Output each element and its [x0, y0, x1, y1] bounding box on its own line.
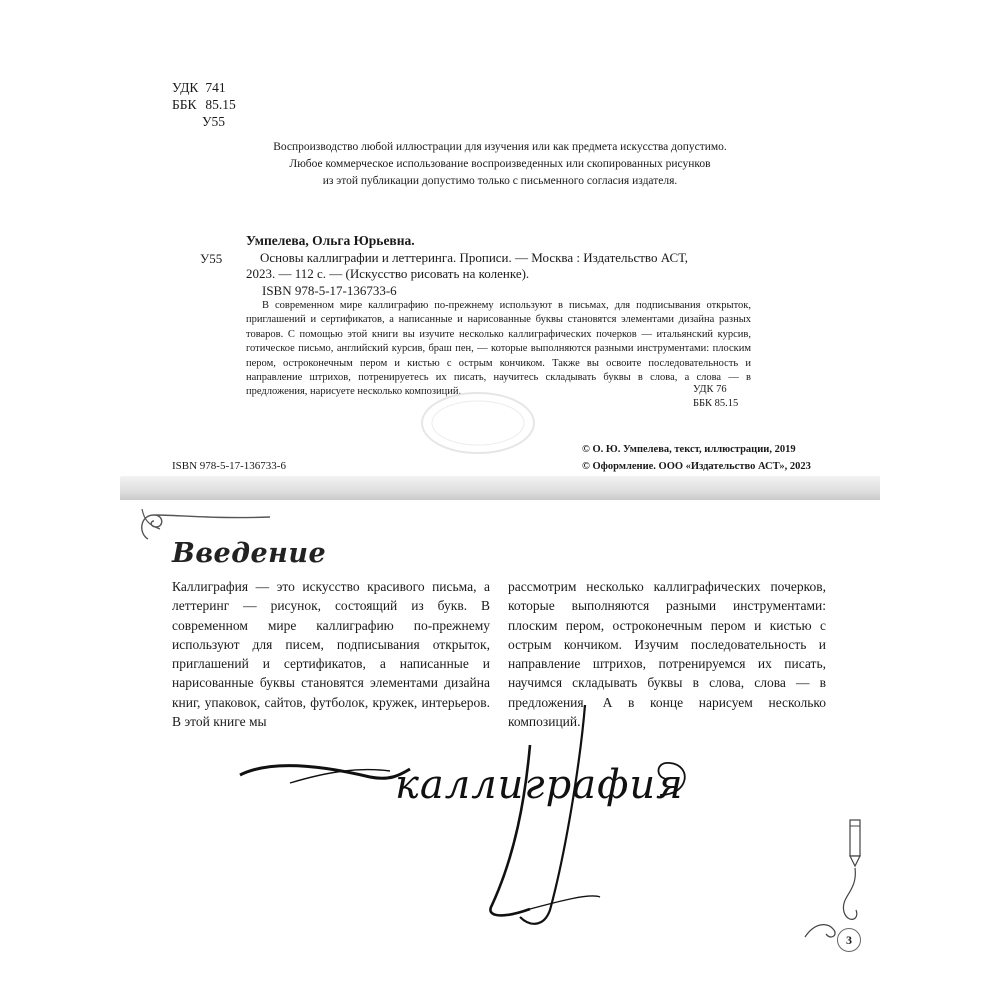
calligraphy-word: каллиграфия [395, 762, 684, 808]
bibliographic-record [246, 250, 751, 282]
intro-text-left: Каллиграфия — это искусство красивого письма, а леттеринг — рисунок, состоящий из букв. В современном мире каллиграфию по-прежнему используют для писем, подписывания открыток, приглашений и сертификатов, а написанные и нарисованные буквы становятся элементами дизайна книг, упаковок, сайтов, футболок, кружек, интерьеров. В этой книге мы [172, 579, 490, 730]
page-number: 3 [837, 928, 861, 952]
biblio-line: Основы каллиграфии и леттеринга. Прописи. — Москва : Издательство АСТ, [260, 250, 689, 265]
author-name: Умпелева, Ольга Юрьевна. [246, 233, 415, 248]
bbk-row [172, 96, 236, 113]
biblio-line: 2023. — 112 с. — (Искусство рисовать на коленке). [246, 266, 530, 281]
isbn-main: ISBN 978-5-17-136733-6 [262, 283, 397, 298]
udk-row [172, 79, 236, 96]
copyright-line: © О. Ю. Умпелева, текст, иллюстрации, 2019 [582, 444, 796, 455]
notice-line: Воспроизводство любой иллюстрации для изучения или как предмета искусства допустимо. [273, 141, 727, 153]
swirl-decoration-icon [805, 925, 835, 937]
stamp-ghost-icon [418, 388, 538, 458]
udk-block [172, 79, 236, 130]
calligraphy-flourish-icon [230, 705, 710, 935]
udk-value: 741 [205, 80, 226, 95]
copyright-line: © Оформление. ООО «Издательство АСТ», 2023 [582, 461, 811, 472]
author-code: У55 [202, 114, 226, 129]
notice-line: из этой публикации допустимо только с письменного согласия издателя. [322, 175, 678, 187]
udk-secondary [693, 383, 738, 412]
section-heading: Введение [172, 538, 327, 569]
intro-text-right: рассмотрим несколько каллиграфических почерков, которые выполняются разными инструментами: плоским пером, остроконечным пером и кистью с острым кончиком. Изучим последовательность и направление штрихов, потренируемся их писать, научимся складывать буквы в слова, слова — в предложения. А в конце нарисуем несколько композиций. [508, 579, 826, 730]
side-code: У55 [200, 251, 223, 266]
copyright-lines [582, 441, 811, 475]
udk-key: УДК [172, 80, 199, 95]
pencil-icon [800, 812, 870, 942]
copyright-notice [200, 139, 800, 190]
udk2-line: УДК 76 [693, 384, 727, 395]
bbk-key: ББК [172, 97, 197, 112]
bbk2-line: ББК 85.15 [693, 398, 739, 410]
notice-line: Любое коммерческое использование воспроизведенных или скопированных рисунков [289, 158, 711, 170]
isbn-footer: ISBN 978-5-17-136733-6 [172, 460, 286, 472]
bbk-value: 85.15 [205, 97, 236, 112]
abstract-text: В современном мире каллиграфию по-прежнему используют в письмах, для подписывания открыток, приглашений и сертификатов, а написанные и нарисованные буквы становятся элементами дизайна разных товаров. С помощью этой книги вы изучите несколько каллиграфических почерков — итальянский курсив, готическое письмо, английский курсив, браш пен, — которые выполняются разными инструментами: плоским пером, остроконечным пером и кистью с острым кончиком. Также вы освоите последовательность и направление штрихов, потренируетесь их писать, научитесь складывать буквы в слова, а слова — в предложения, нарисуете несколько композиций. [246, 300, 751, 398]
